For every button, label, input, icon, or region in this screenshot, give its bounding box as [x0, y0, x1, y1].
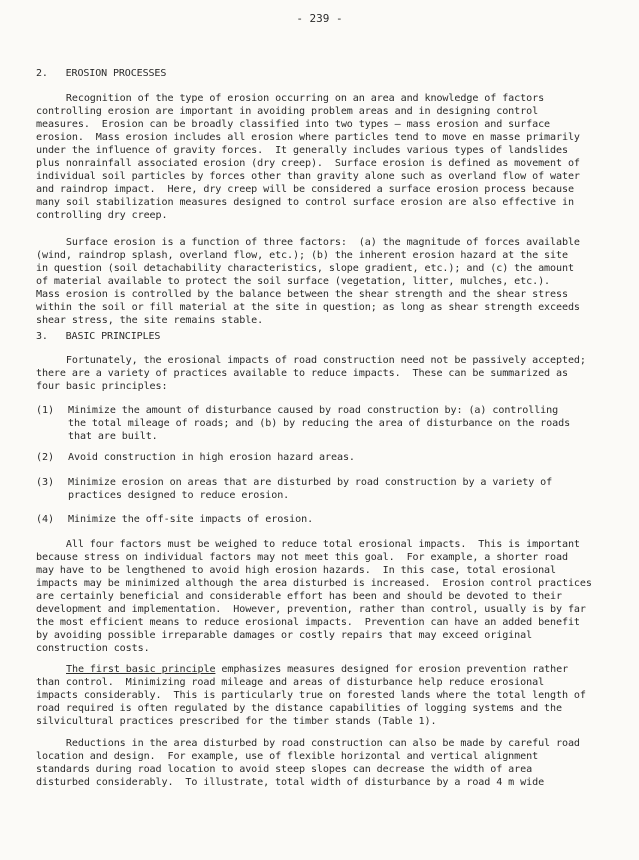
text-line: the most efficient means to reduce erosional impacts. Prevention can have an added benefit: [36, 617, 580, 628]
text-line: All four factors must be weighed to reduce total erosional impacts. This is important: [36, 539, 580, 550]
text-line: Minimize the amount of disturbance caused by road construction by: (a) controlling: [68, 405, 559, 416]
text-line: Fortunately, the erosional impacts of road construction need not be passively accepted;: [36, 355, 586, 366]
text-line: individual soil particles by forces other than gravity alone such as overland flow of water: [36, 171, 580, 182]
text-line: within the soil or fill material at the site in question; as long as shear strength exceeds: [36, 302, 580, 313]
text-line: under the influence of gravity forces. It generally includes various types of landslides: [36, 145, 568, 156]
text-line: impacts considerably. This is particularly true on forested lands where the total length of: [36, 690, 586, 701]
text-line: than control. Minimizing road mileage and areas of disturbance help reduce erosional: [36, 677, 545, 688]
page-number: - 239 -: [296, 12, 343, 25]
text-line: controlling dry creep.: [36, 210, 168, 221]
text-span: emphasizes measures designed for erosion prevention rather: [215, 664, 569, 675]
list-item-number: (2): [36, 452, 54, 463]
text-line: erosion. Mass erosion includes all erosion where particles tend to move en masse primarily: [36, 132, 580, 143]
text-line: Minimize the off-site impacts of erosion.: [68, 514, 314, 525]
text-line: plus nonrainfall associated erosion (dry creep). Surface erosion is defined as movement of: [36, 158, 580, 169]
text-line: silvicultural practices prescribed for the timber stands (Table 1).: [36, 716, 437, 727]
text-line: measures. Erosion can be broadly classified into two types — mass erosion and surface: [36, 119, 551, 130]
text-line: impacts may be minimized although the area disturbed is increased. Erosion control practices: [36, 578, 592, 589]
text-line: shear stress, the site remains stable.: [36, 315, 264, 326]
text-line: controlling erosion are important in avoiding problem areas and in designing control: [36, 106, 539, 117]
text-line: construction costs.: [36, 643, 150, 654]
text-line: Avoid construction in high erosion hazard areas.: [68, 452, 355, 463]
list-item-number: (4): [36, 514, 54, 525]
text-line: (wind, raindrop splash, overland flow, etc.); (b) the inherent erosion hazard at the site: [36, 250, 568, 261]
text-line: disturbed considerably. To illustrate, total width of disturbance by a road 4 m wide: [36, 777, 545, 788]
text-line: Mass erosion is controlled by the balance between the shear strength and the shear stress: [36, 289, 568, 300]
section-heading-basic-principles: 3. BASIC PRINCIPLES: [36, 331, 161, 342]
text-line: standards during road location to avoid steep slopes can decrease the width of area: [36, 764, 533, 775]
text-line: [66, 663, 568, 676]
text-line: practices designed to reduce erosion.: [68, 490, 290, 501]
text-line: four basic principles:: [36, 381, 168, 392]
text-line: Reductions in the area disturbed by road construction can also be made by careful road: [36, 738, 580, 749]
text-line: development and implementation. However, prevention, rather than control, usually is by far: [36, 604, 586, 615]
text-line: road required is often regulated by the distance capabilities of logging systems and the: [36, 703, 562, 714]
list-item-number: (1): [36, 405, 54, 416]
text-line: many soil stabilization measures designed to control surface erosion are also effective in: [36, 197, 574, 208]
text-line: in question (soil detachability characteristics, slope gradient, etc.); and (c) the amount: [36, 263, 574, 274]
text-line: Minimize erosion on areas that are disturbed by road construction by a variety of: [68, 477, 553, 488]
text-line: may have to be lengthened to avoid high erosion hazards. In this case, total erosional: [36, 565, 556, 576]
text-line: of material available to protect the soil surface (vegetation, litter, mulches, etc.).: [36, 276, 551, 287]
list-item-number: (3): [36, 477, 54, 488]
underlined-phrase: The first basic principle: [66, 664, 216, 675]
text-line: and raindrop impact. Here, dry creep will be considered a surface erosion process because: [36, 184, 574, 195]
text-line: there are a variety of practices available to reduce impacts. These can be summarized as: [36, 368, 568, 379]
text-line: the total mileage of roads; and (b) by reducing the area of disturbance on the roads: [68, 418, 571, 429]
text-line: by avoiding possible irreparable damages or costly repairs that may exceed original: [36, 630, 533, 641]
text-line: because stress on individual factors may not meet this goal. For example, a shorter road: [36, 552, 568, 563]
text-line: Surface erosion is a function of three factors: (a) the magnitude of forces available: [36, 237, 580, 248]
text-line: are certainly beneficial and considerable effort has been and should be devoted to their: [36, 591, 562, 602]
text-line: that are built.: [68, 431, 158, 442]
text-line: Recognition of the type of erosion occurring on an area and knowledge of factors: [36, 93, 545, 104]
text-line: location and design. For example, use of flexible horizontal and vertical alignment: [36, 751, 539, 762]
section-heading-erosion-processes: 2. EROSION PROCESSES: [36, 68, 167, 79]
